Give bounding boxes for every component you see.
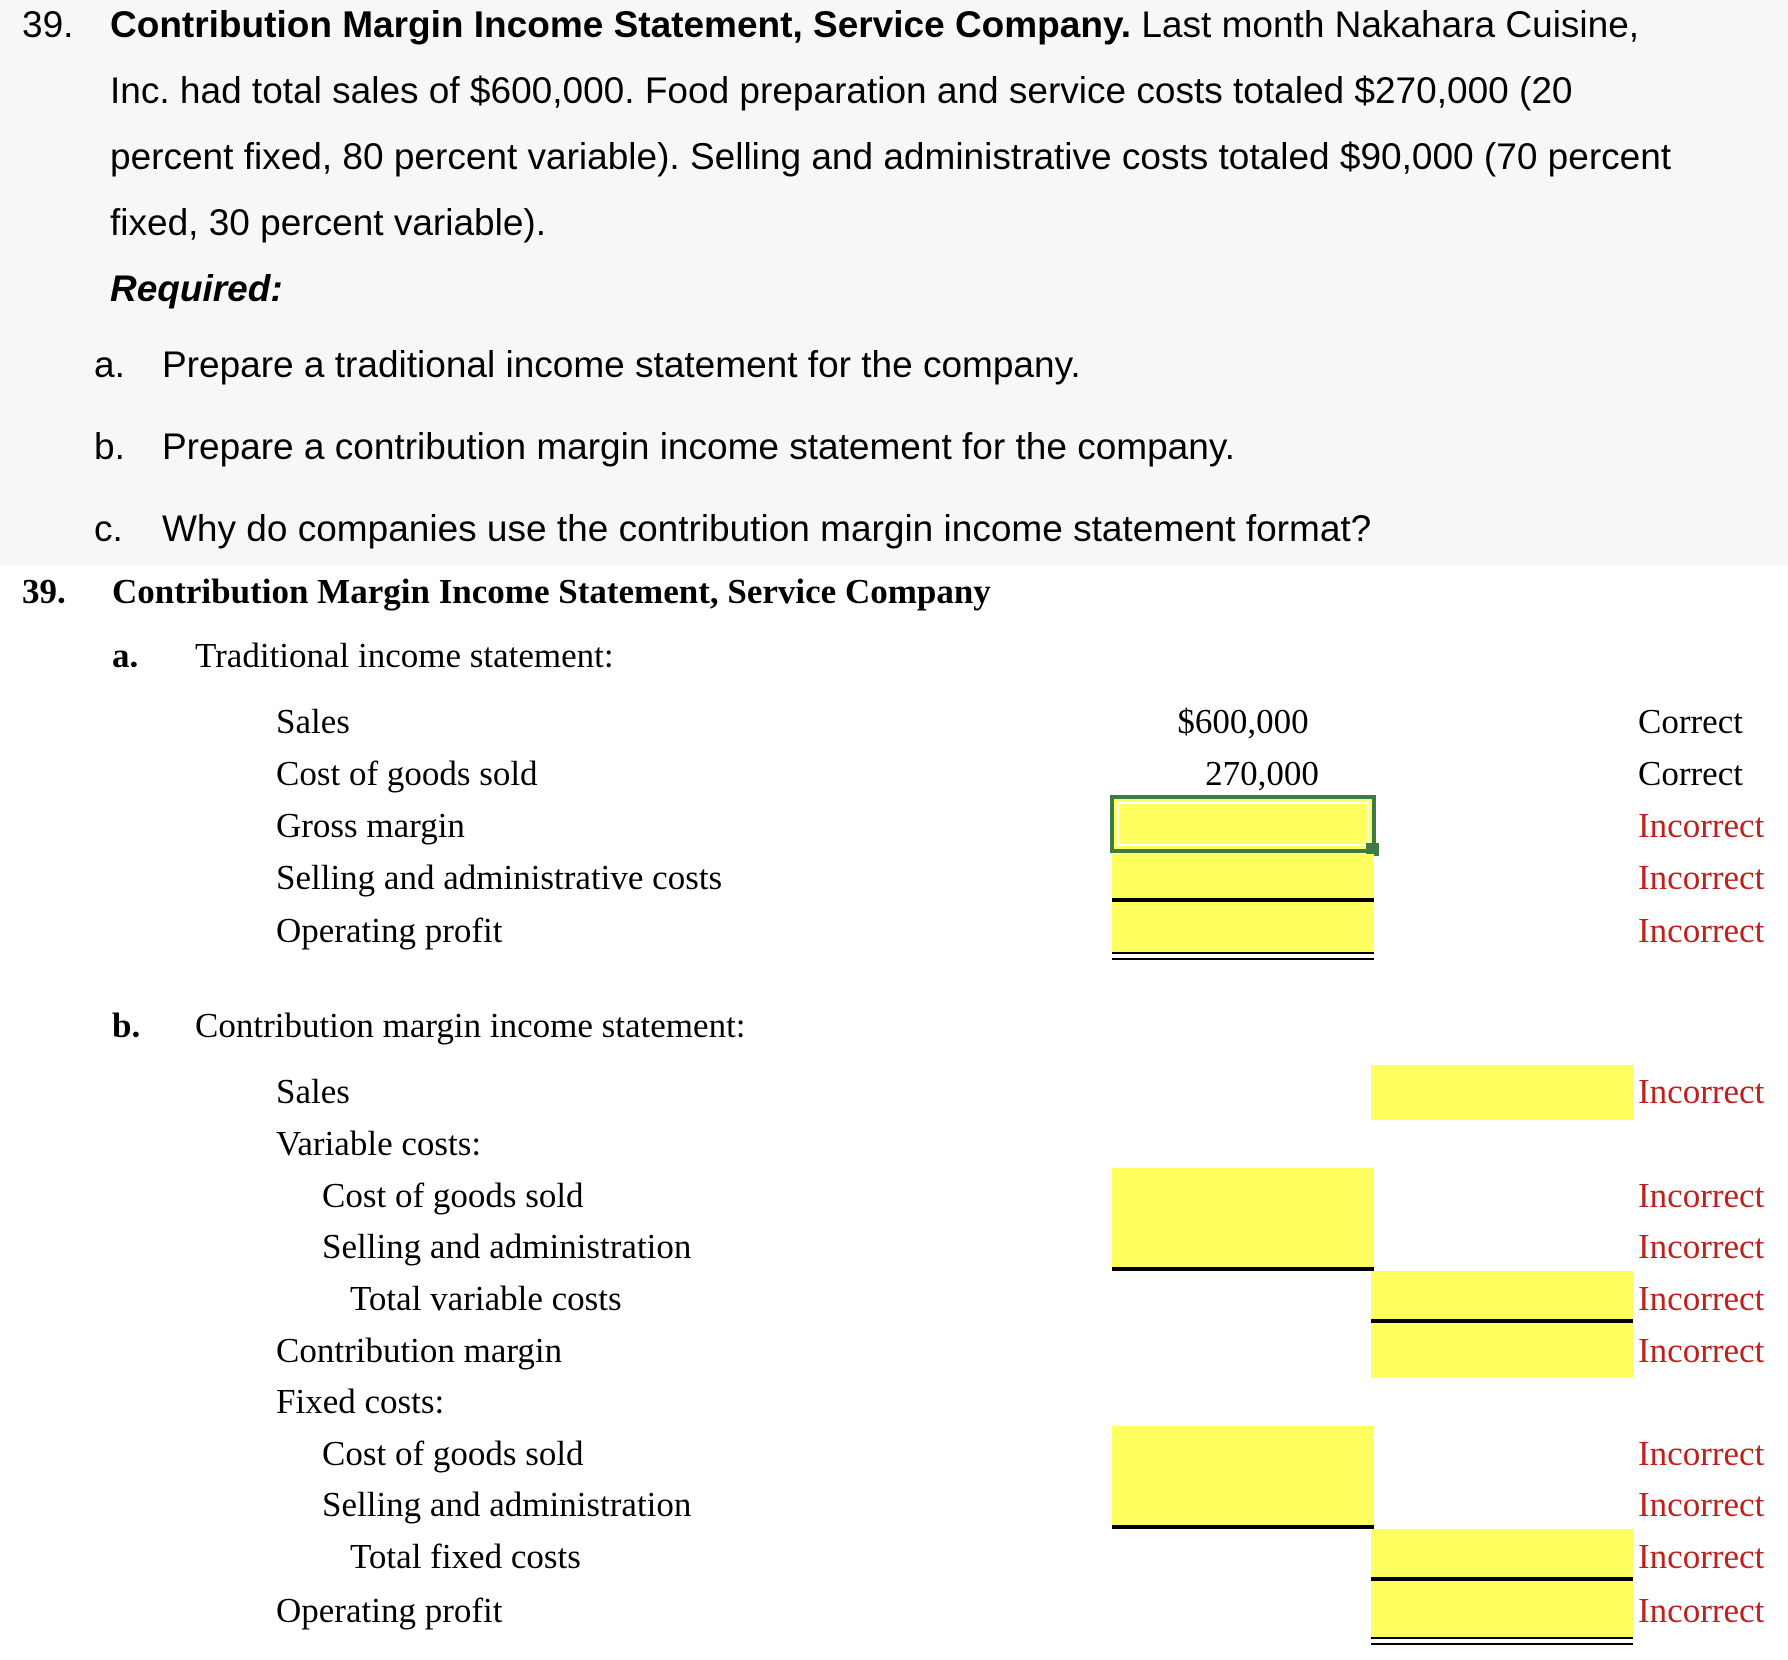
b-cell-total-fixed[interactable] — [1371, 1529, 1633, 1578]
a-double-rule-top — [1112, 952, 1374, 954]
b-label-var-cogs: Cost of goods sold — [322, 1176, 584, 1215]
problem-text-3: percent fixed, 80 percent variable). Selling and administrative costs totaled $90,000 (70 percent — [110, 136, 1672, 177]
b-label-operating-profit: Operating profit — [276, 1591, 503, 1630]
b-label-variable-costs: Variable costs: — [276, 1124, 482, 1163]
a-status-cogs: Correct — [1638, 754, 1743, 793]
a-status-operating-profit: Incorrect — [1638, 911, 1765, 950]
a-label-cogs: Cost of goods sold — [276, 754, 538, 793]
b-status-total-variable: Incorrect — [1638, 1279, 1765, 1318]
b-cell-total-variable[interactable] — [1371, 1271, 1633, 1320]
b-label-fixed-cogs: Cost of goods sold — [322, 1434, 584, 1473]
requirement-b-letter: b. — [94, 426, 125, 467]
b-status-contribution-margin: Incorrect — [1638, 1331, 1765, 1370]
b-status-var-cogs: Incorrect — [1638, 1176, 1765, 1215]
a-double-rule-bottom — [1112, 958, 1374, 960]
b-label-var-selling-admin: Selling and administration — [322, 1227, 692, 1266]
part-a-heading: Traditional income statement: — [195, 636, 614, 675]
b-status-fixed-selling-admin: Incorrect — [1638, 1485, 1765, 1524]
problem-line-1 — [110, 4, 1639, 46]
b-label-fixed-selling-admin: Selling and administration — [322, 1485, 692, 1524]
b-label-contribution-margin: Contribution margin — [276, 1331, 563, 1370]
b-status-sales: Incorrect — [1638, 1072, 1765, 1111]
b-label-total-fixed: Total fixed costs — [350, 1537, 581, 1576]
requirement-b-text: Prepare a contribution margin income statement for the company. — [162, 426, 1235, 467]
b-label-fixed-costs: Fixed costs: — [276, 1382, 445, 1421]
part-b-letter: b. — [112, 1006, 141, 1045]
a-status-selling-admin: Incorrect — [1638, 858, 1765, 897]
solution-number: 39. — [22, 572, 66, 611]
b-cell-contribution-margin[interactable] — [1371, 1323, 1633, 1378]
b-cell-operating-profit[interactable] — [1371, 1581, 1633, 1637]
a-label-gross-margin: Gross margin — [276, 806, 465, 845]
b-cell-variable-inputs[interactable] — [1112, 1168, 1374, 1271]
requirement-a-text: Prepare a traditional income statement for the company. — [162, 344, 1081, 385]
a-label-sales: Sales — [276, 702, 350, 741]
a-label-operating-profit: Operating profit — [276, 911, 503, 950]
a-value-sales[interactable]: $600,000 — [1177, 702, 1309, 741]
a-cell-operating-profit[interactable] — [1112, 902, 1374, 952]
b-double-rule-bottom — [1371, 1643, 1633, 1645]
b-status-fixed-cogs: Incorrect — [1638, 1434, 1765, 1473]
requirement-c-text: Why do companies use the contribution margin income statement format? — [162, 508, 1372, 549]
problem-text-2: Inc. had total sales of $600,000. Food preparation and service costs totaled $270,000 (20 — [110, 70, 1573, 111]
requirement-a-letter: a. — [94, 344, 125, 385]
a-cell-gross-margin[interactable] — [1110, 795, 1376, 853]
problem-number: 39. — [22, 4, 74, 45]
b-label-sales: Sales — [276, 1072, 350, 1111]
problem-text-4: fixed, 30 percent variable). — [110, 202, 547, 243]
a-label-selling-admin: Selling and administrative costs — [276, 858, 723, 897]
a-cell-selling-admin[interactable] — [1112, 854, 1374, 901]
requirement-c-letter: c. — [94, 508, 123, 549]
solution-title: Contribution Margin Income Statement, Service Company — [112, 572, 991, 611]
active-cell-inner-border — [1117, 802, 1369, 846]
problem-text-1: Last month Nakahara Cuisine, — [1131, 4, 1640, 45]
b-double-rule-top — [1371, 1637, 1633, 1639]
a-status-gross-margin: Incorrect — [1638, 806, 1765, 845]
b-status-total-fixed: Incorrect — [1638, 1537, 1765, 1576]
a-status-sales: Correct — [1638, 702, 1743, 741]
b-status-var-selling-admin: Incorrect — [1638, 1227, 1765, 1266]
b-status-operating-profit: Incorrect — [1638, 1591, 1765, 1630]
b-underline-fixed — [1112, 1525, 1374, 1529]
problem-statement — [0, 0, 1788, 566]
b-label-total-variable: Total variable costs — [350, 1279, 622, 1318]
b-cell-fixed-inputs[interactable] — [1112, 1426, 1374, 1529]
part-a-letter: a. — [112, 636, 139, 675]
required-label: Required: — [110, 268, 283, 309]
b-cell-sales[interactable] — [1371, 1065, 1633, 1120]
b-underline-variable — [1112, 1267, 1374, 1271]
problem-title: Contribution Margin Income Statement, Service Company. — [110, 4, 1132, 45]
a-value-cogs[interactable]: 270,000 — [1205, 754, 1319, 793]
part-b-heading: Contribution margin income statement: — [195, 1006, 746, 1045]
